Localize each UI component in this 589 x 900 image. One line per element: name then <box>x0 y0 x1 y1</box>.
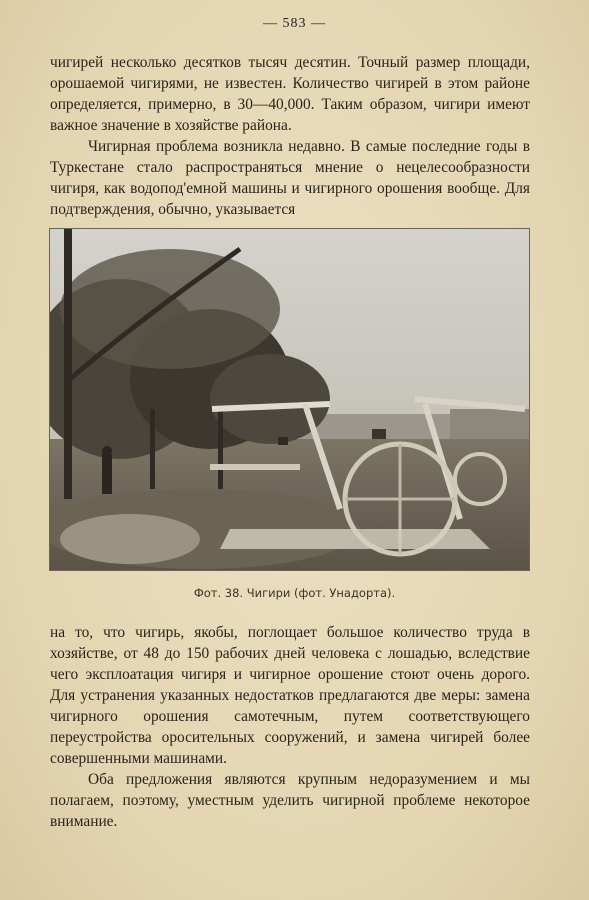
paragraph-conclusion: Оба предложения являются крупным недоразумением и мы полагаем, поэтому, уместным уделить чигирной проблеме некоторое внимание. <box>50 771 530 830</box>
bottom-text-block <box>50 622 530 832</box>
chigir-photo-illustration <box>50 229 529 570</box>
paragraph-labor-cost: на то, что чигирь, якобы, поглощает большое количество труда в хозяйстве, от 48 до 150 рабочих дней человека с лошадью, вследствие чего эксплоатация чигиря и чигирное орошение стоют очень дорого. Для устранения указанных недостатков предлагаются две меры: замена чигирного орошения самотечным, путем соответствующего переустройства оросительных сооружений, и замена чигирей более совершенными машинами. <box>50 624 530 767</box>
chigir-photo <box>50 229 529 570</box>
paragraph-chigir-problem: Чигирная проблема возникла недавно. В самые последние годы в Туркестане стало распространяться мнение о нецелесообразности чигиря, как водопод'емной машины и чигирного орошения вообще. Для подтверждения, обычно, указывается <box>50 138 530 218</box>
page-number: — 583 — <box>263 16 326 31</box>
top-text-block <box>50 52 530 220</box>
paragraph-continued: чигирей несколько десятков тысяч десятин. Точный размер площади, орошаемой чигирями, не известен. Количество чигирей в этом районе определяется, примерно, в 30—40,000. Таким образом, чигири имеют важное значение в хозяйстве района. <box>50 54 530 134</box>
figure-caption: Фот. 38. Чигири (фот. Унадорта). <box>193 586 396 600</box>
